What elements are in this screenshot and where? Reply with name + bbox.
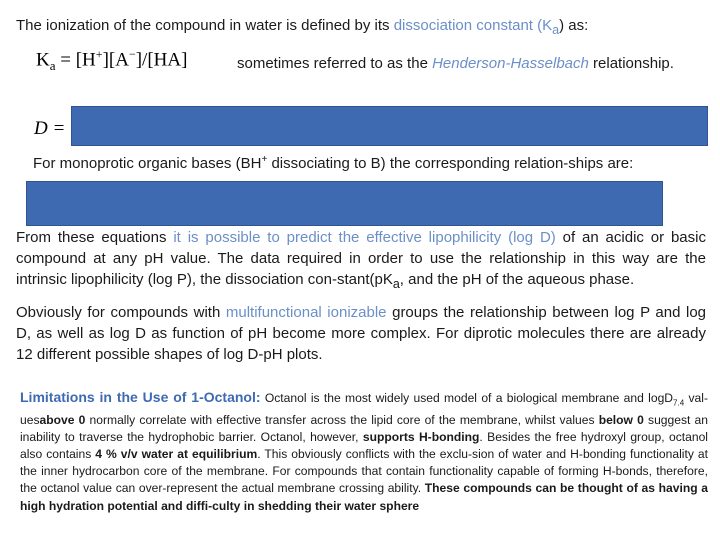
limits-t1: Octanol is the most widely used model of a biological membrane and logD xyxy=(260,391,674,405)
limits-t2: val-ues xyxy=(20,391,708,427)
limits-b3: supports H-bonding xyxy=(362,429,480,444)
formula-part-2: ][A xyxy=(102,49,129,71)
para2-c: groups the relationship between log P and log D, as well as log D as function of pH become more complex. For diprotic molecules there are already 12 different possible shapes of log D-pH plots. xyxy=(16,304,706,363)
limits-b2: below 0 xyxy=(598,412,644,427)
bases-sup: + xyxy=(261,154,268,165)
intro-before: The ionization of the compound in water is defined by its xyxy=(16,17,394,34)
limits-b4: 4 % v/v water at equilibrium xyxy=(95,447,258,462)
para2-highlight: multifunctional ionizable xyxy=(225,304,387,321)
limits-t1-sub: 7.4 xyxy=(673,398,685,408)
limits-b5: These compounds can be thought of as having a high hydration potential and diffi-culty in shedding their water sphere xyxy=(20,481,708,513)
multifunctional-paragraph xyxy=(16,302,706,365)
limits-t4: suggest an inability to traverse the hydrophobic barrier. Octanol, however, xyxy=(20,412,709,444)
formula-k: K xyxy=(36,49,50,71)
limits-b1: above 0 xyxy=(39,412,86,427)
acid-equation-box xyxy=(71,106,708,146)
intro-after: ) as: xyxy=(559,17,589,34)
para1-c: of an acidic or basic compound at any pH value. The data required in order to use the relationship in this way are the intrinsic lipophilicity (log P), the dissociation con-stant(pK xyxy=(16,229,706,288)
formula-k-sub: a xyxy=(49,58,56,74)
limits-t5: . Besides the free hydroxyl group, octanol also contains xyxy=(20,429,708,462)
henderson-hasselbach-text xyxy=(237,55,674,73)
base-equation-box xyxy=(26,181,663,226)
bases-text xyxy=(33,151,633,173)
dissociation-constant-sub: a xyxy=(552,23,560,37)
hh-after: relationship. xyxy=(588,55,674,72)
intro-text xyxy=(16,17,588,39)
hh-name: Henderson-Hasselbach xyxy=(432,55,589,72)
bases-after: dissociating to B) the corresponding relation-ships are: xyxy=(267,155,634,172)
limits-t6: . This obviously conflicts with the exclu-sion of water and H-bonding functionality at the inner hydrocarbon core of the membrane. For compounds that contain functionality capable of forming H-bonds, therefore, the octanol value can over-represent the actual membrane crossing ability. xyxy=(20,447,708,496)
dissociation-constant-text: dissociation constant (K xyxy=(393,17,553,34)
limitations-heading: Limitations in the Use of 1-Octanol: xyxy=(20,389,261,405)
para1-sub: a xyxy=(392,277,400,291)
ka-formula xyxy=(36,47,187,74)
formula-part-3: ]/[HA] xyxy=(135,49,188,71)
formula-plus: + xyxy=(95,47,103,61)
d-equation-label: D = xyxy=(34,118,66,139)
para1-a: From these equations xyxy=(16,229,174,246)
dissociation-constant-link xyxy=(393,17,560,37)
para1-highlight: it is possible to predict the effective lipophilicity (log D) xyxy=(173,229,556,246)
para2-a: Obviously for compounds with xyxy=(16,304,226,321)
limits-t3: normally correlate with effective transfer across the lipid core of the membrane, whilst values xyxy=(85,412,599,427)
hh-before: sometimes referred to as the xyxy=(237,55,433,72)
lipophilicity-paragraph xyxy=(16,227,706,295)
para1-d: , and the pH of the aqueous phase. xyxy=(399,271,635,288)
bases-before: For monoprotic organic bases (BH xyxy=(33,155,262,172)
formula-minus: − xyxy=(128,47,136,61)
octanol-limitations-paragraph xyxy=(20,389,708,515)
formula-part-1: = [H xyxy=(55,49,96,71)
